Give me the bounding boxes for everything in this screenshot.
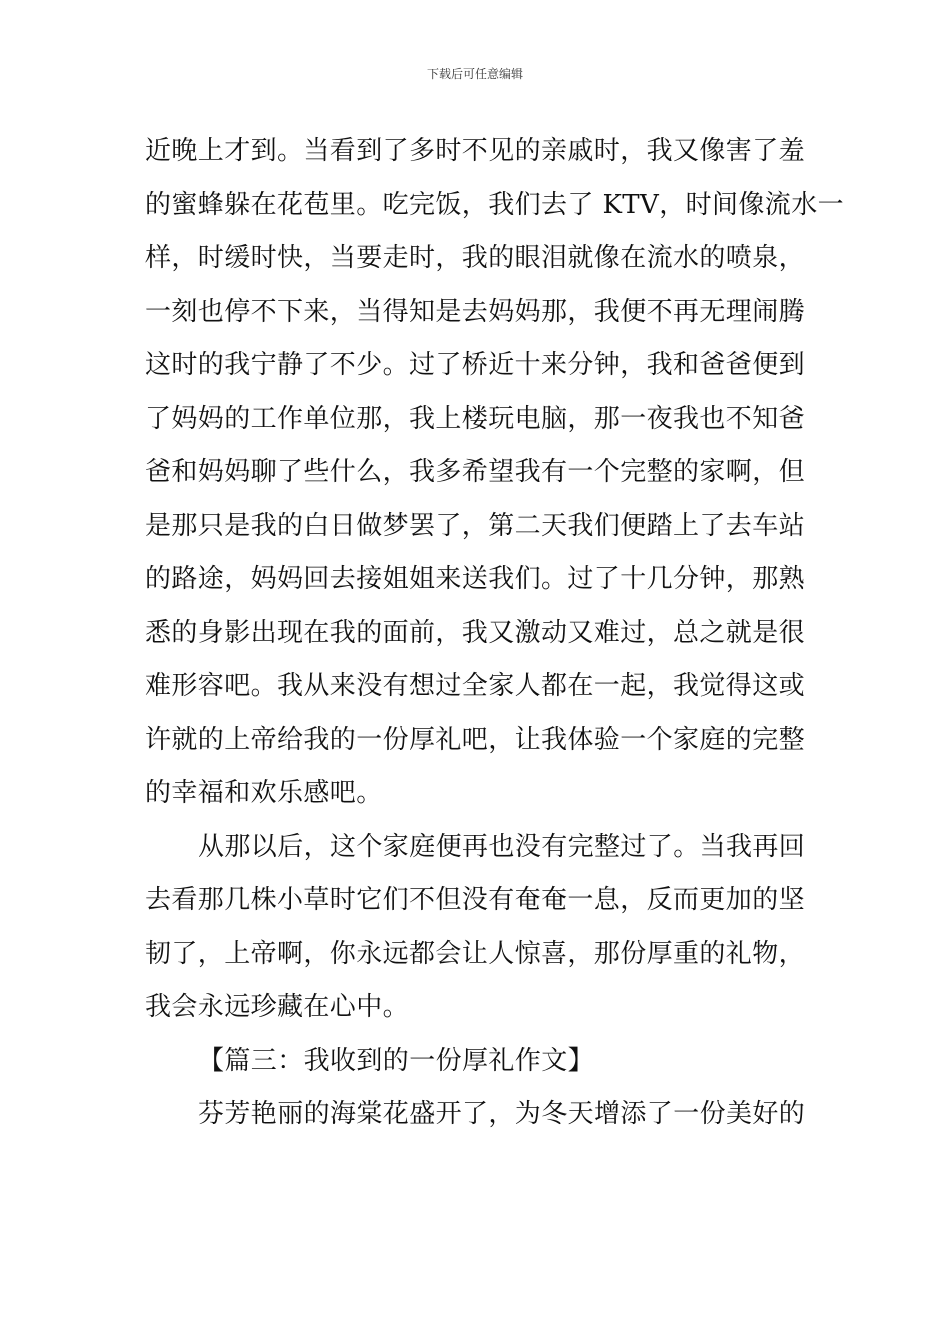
section-heading: [145, 1035, 810, 1089]
text-line: 的蜜蜂躲在花苞里。吃完饭，我们去了 KTV，时间像流水一: [145, 189, 845, 220]
text-line: 悉的身影出现在我的面前，我又激动又难过，总之就是很: [145, 617, 806, 648]
text-line: 韧了，上帝啊，你永远都会让人惊喜，那份厚重的礼物，: [145, 938, 806, 969]
paragraph: [145, 125, 845, 821]
text-line: 从那以后，这个家庭便再也没有完整过了。当我再回: [198, 831, 806, 862]
text-line: 难形容吧。我从来没有想过全家人都在一起，我觉得这或: [145, 671, 806, 701]
text-line: 爸和妈妈聊了些什么，我多希望我有一个完整的家啊，但: [145, 457, 806, 487]
text-line: 样，时缓时快，当要走时，我的眼泪就像在流水的喷泉，: [145, 243, 806, 273]
text-line: 的路途，妈妈回去接姐姐来送我们。过了十几分钟，那熟: [145, 564, 806, 594]
page-header: 下载后可任意编辑: [426, 67, 523, 81]
paragraph: [145, 1088, 810, 1142]
text-line: 是那只是我的白日做梦罢了，第二天我们便踏上了去车站: [145, 510, 806, 541]
text-line: 这时的我宁静了不少。过了桥近十来分钟，我和爸爸便到: [145, 350, 806, 380]
text-line: 的幸福和欢乐感吧。: [145, 778, 383, 808]
text-line: 我会永远珍藏在心中。: [145, 992, 410, 1022]
text-line: 许就的上帝给我的一份厚礼吧，让我体验一个家庭的完整: [145, 724, 806, 755]
text-line: 芬芳艳丽的海棠花盛开了，为冬天增添了一份美好的: [198, 1099, 806, 1129]
text-line: 了妈妈的工作单位那，我上楼玩电脑，那一夜我也不知爸: [145, 403, 806, 434]
text-line: 去看那几株小草时它们不但没有奄奄一息，反而更加的坚: [145, 885, 806, 915]
document-body: [145, 125, 845, 1142]
text-line: 一刻也停不下来，当得知是去妈妈那，我便不再无理闹腾: [145, 296, 806, 327]
paragraph: [145, 821, 810, 1035]
section-heading-text: 【篇三：我收到的一份厚礼作文】: [198, 1045, 595, 1076]
text-line: 近晚上才到。当看到了多时不见的亲戚时，我又像害了羞: [145, 136, 806, 166]
